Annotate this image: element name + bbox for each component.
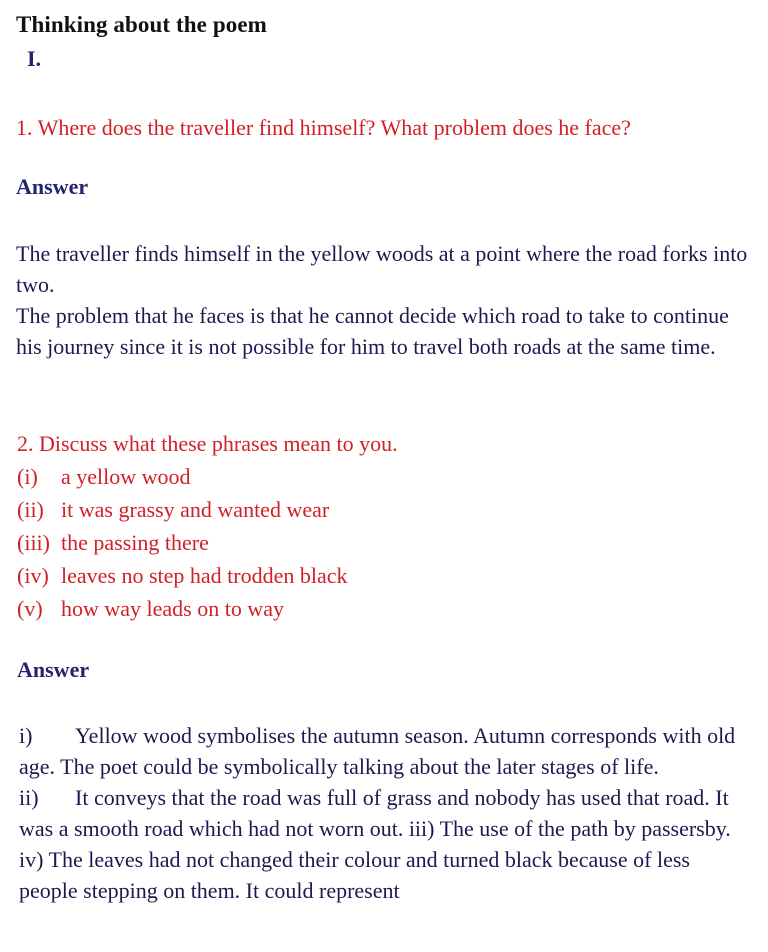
answer-2-item-number: ii) bbox=[19, 785, 39, 810]
phrase-item bbox=[17, 592, 398, 625]
answer-2-item-number: i) bbox=[19, 723, 33, 748]
section-number: I. bbox=[27, 46, 42, 71]
phrase-number: (iv) bbox=[17, 563, 49, 588]
answer-1 bbox=[16, 238, 756, 362]
answer-2-item-text: It conveys that the road was full of grass and nobody has used that road. It was a smooth road which had not worn out. iii) The use of the path by passersby. iv) The leaves had not changed their colour and turned black because of less people stepping on them. It could represent bbox=[19, 785, 731, 903]
phrase-item bbox=[17, 526, 398, 559]
phrase-item bbox=[17, 559, 398, 592]
answer-2 bbox=[19, 720, 751, 906]
phrase-text: how way leads on to way bbox=[61, 596, 285, 621]
phrase-item bbox=[17, 493, 398, 526]
phrase-item bbox=[17, 460, 398, 493]
phrase-text: leaves no step had trodden black bbox=[61, 563, 348, 588]
answer-label-2: Answer bbox=[17, 657, 90, 682]
page-title: Thinking about the poem bbox=[16, 12, 267, 37]
answer-label-1: Answer bbox=[16, 174, 89, 199]
question-1: 1. Where does the traveller find himself? What problem does he face? bbox=[16, 115, 631, 140]
answer-2-paragraph bbox=[19, 720, 751, 782]
answer-1-paragraph: The problem that he faces is that he cannot decide which road to take to continue his journey since it is not possible for him to travel both roads at the same time. bbox=[16, 303, 729, 359]
answer-2-item-text: Yellow wood symbolises the autumn season. Autumn corresponds with old age. The poet could be symbolically talking about the later stages of life. bbox=[19, 723, 736, 779]
phrase-text: it was grassy and wanted wear bbox=[61, 497, 330, 522]
question-2 bbox=[17, 427, 398, 625]
phrase-number: (i) bbox=[17, 464, 38, 489]
answer-2-paragraph bbox=[19, 782, 751, 906]
question-2-prompt: 2. Discuss what these phrases mean to you. bbox=[17, 431, 398, 456]
phrase-number: (iii) bbox=[17, 530, 50, 555]
answer-1-paragraph: The traveller finds himself in the yellow woods at a point where the road forks into two. bbox=[16, 241, 748, 297]
phrase-number: (ii) bbox=[17, 497, 44, 522]
phrase-number: (v) bbox=[17, 596, 43, 621]
phrase-text: a yellow wood bbox=[61, 464, 191, 489]
phrase-text: the passing there bbox=[61, 530, 209, 555]
